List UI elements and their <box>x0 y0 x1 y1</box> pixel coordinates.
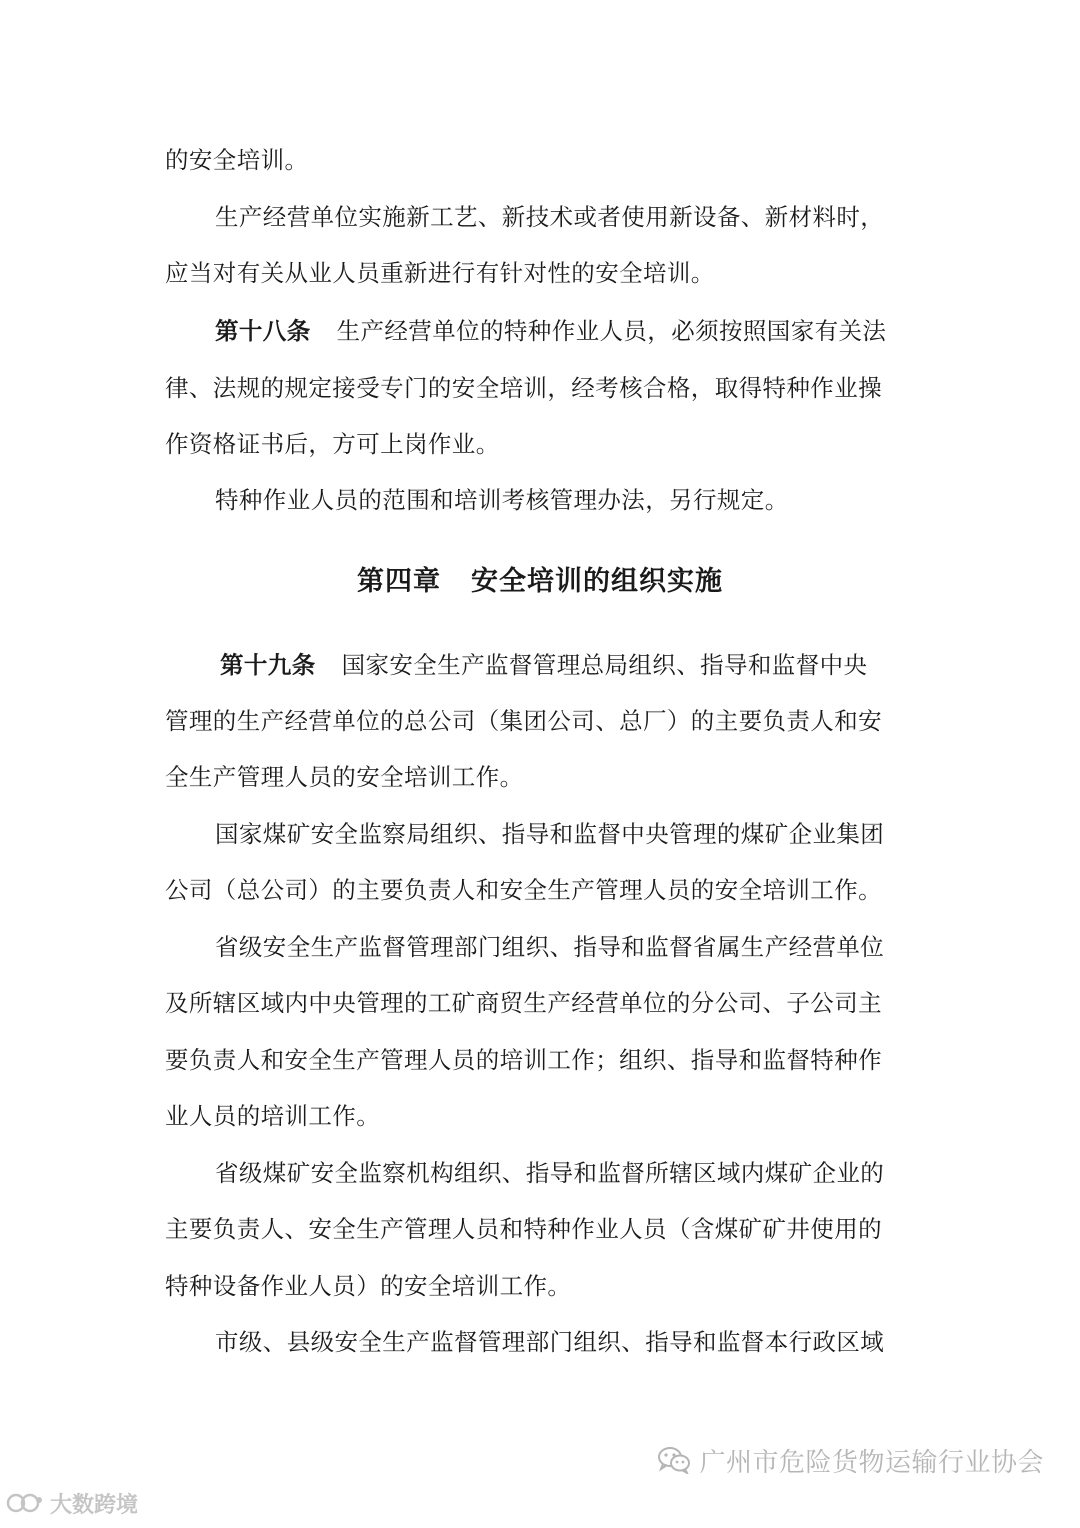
brand-name: 大数跨境 <box>50 1492 139 1518</box>
text-line: 律、法规的规定接受专门的安全培训，经考核合格，取得特种作业操 <box>165 374 882 402</box>
text-line: 业人员的培训工作。 <box>165 1102 381 1130</box>
article-19-text: 国家安全生产监督管理总局组织、指导和监督中央 <box>341 651 868 679</box>
wechat-icon <box>657 1446 691 1474</box>
article-19-line <box>220 650 917 680</box>
wechat-watermark <box>657 1440 1044 1480</box>
article-18-line <box>215 316 917 346</box>
text-line: 省级煤矿安全监察机构组织、指导和监督所辖区域内煤矿企业的 <box>215 1159 885 1187</box>
article-18-label: 第十八条 <box>215 317 311 345</box>
text-line: 生产经营单位实施新工艺、新技术或者使用新设备、新材料时， <box>215 203 885 231</box>
text-line: 要负责人和安全生产管理人员的培训工作；组织、指导和监督特种作 <box>165 1046 882 1074</box>
chapter-heading <box>0 565 1080 599</box>
text-line: 管理的生产经营单位的总公司（集团公司、总厂）的主要负责人和安 <box>165 707 882 735</box>
text-line: 特种作业人员的范围和培训考核管理办法，另行规定。 <box>215 486 789 514</box>
text-line: 市级、县级安全生产监督管理部门组织、指导和监督本行政区域 <box>215 1328 885 1356</box>
text-line: 及所辖区域内中央管理的工矿商贸生产经营单位的分公司、子公司主 <box>165 989 882 1017</box>
text-line: 应当对有关从业人员重新进行有针对性的安全培训。 <box>165 259 715 287</box>
article-19-label: 第十九条 <box>220 651 316 679</box>
text-line: 全生产管理人员的安全培训工作。 <box>165 763 524 791</box>
text-line: 主要负责人、安全生产管理人员和特种作业人员（含煤矿矿井使用的 <box>165 1215 882 1243</box>
brand-watermark <box>6 1488 138 1518</box>
brand-logo-icon <box>6 1492 46 1514</box>
text-line: 作资格证书后，方可上岗作业。 <box>165 430 500 458</box>
text-line: 国家煤矿安全监察局组织、指导和监督中央管理的煤矿企业集团 <box>215 820 885 848</box>
chapter-number: 第四章 <box>357 566 441 597</box>
text-line: 省级安全生产监督管理部门组织、指导和监督省属生产经营单位 <box>215 933 885 961</box>
article-18-text: 生产经营单位的特种作业人员，必须按照国家有关法 <box>336 317 887 345</box>
text-line: 公司（总公司）的主要负责人和安全生产管理人员的安全培训工作。 <box>165 876 882 904</box>
text-line: 特种设备作业人员）的安全培训工作。 <box>165 1272 572 1300</box>
wechat-account-name: 广州市危险货物运输行业协会 <box>699 1447 1044 1478</box>
text-line: 的安全培训。 <box>165 146 309 174</box>
chapter-title: 安全培训的组织实施 <box>471 566 723 597</box>
